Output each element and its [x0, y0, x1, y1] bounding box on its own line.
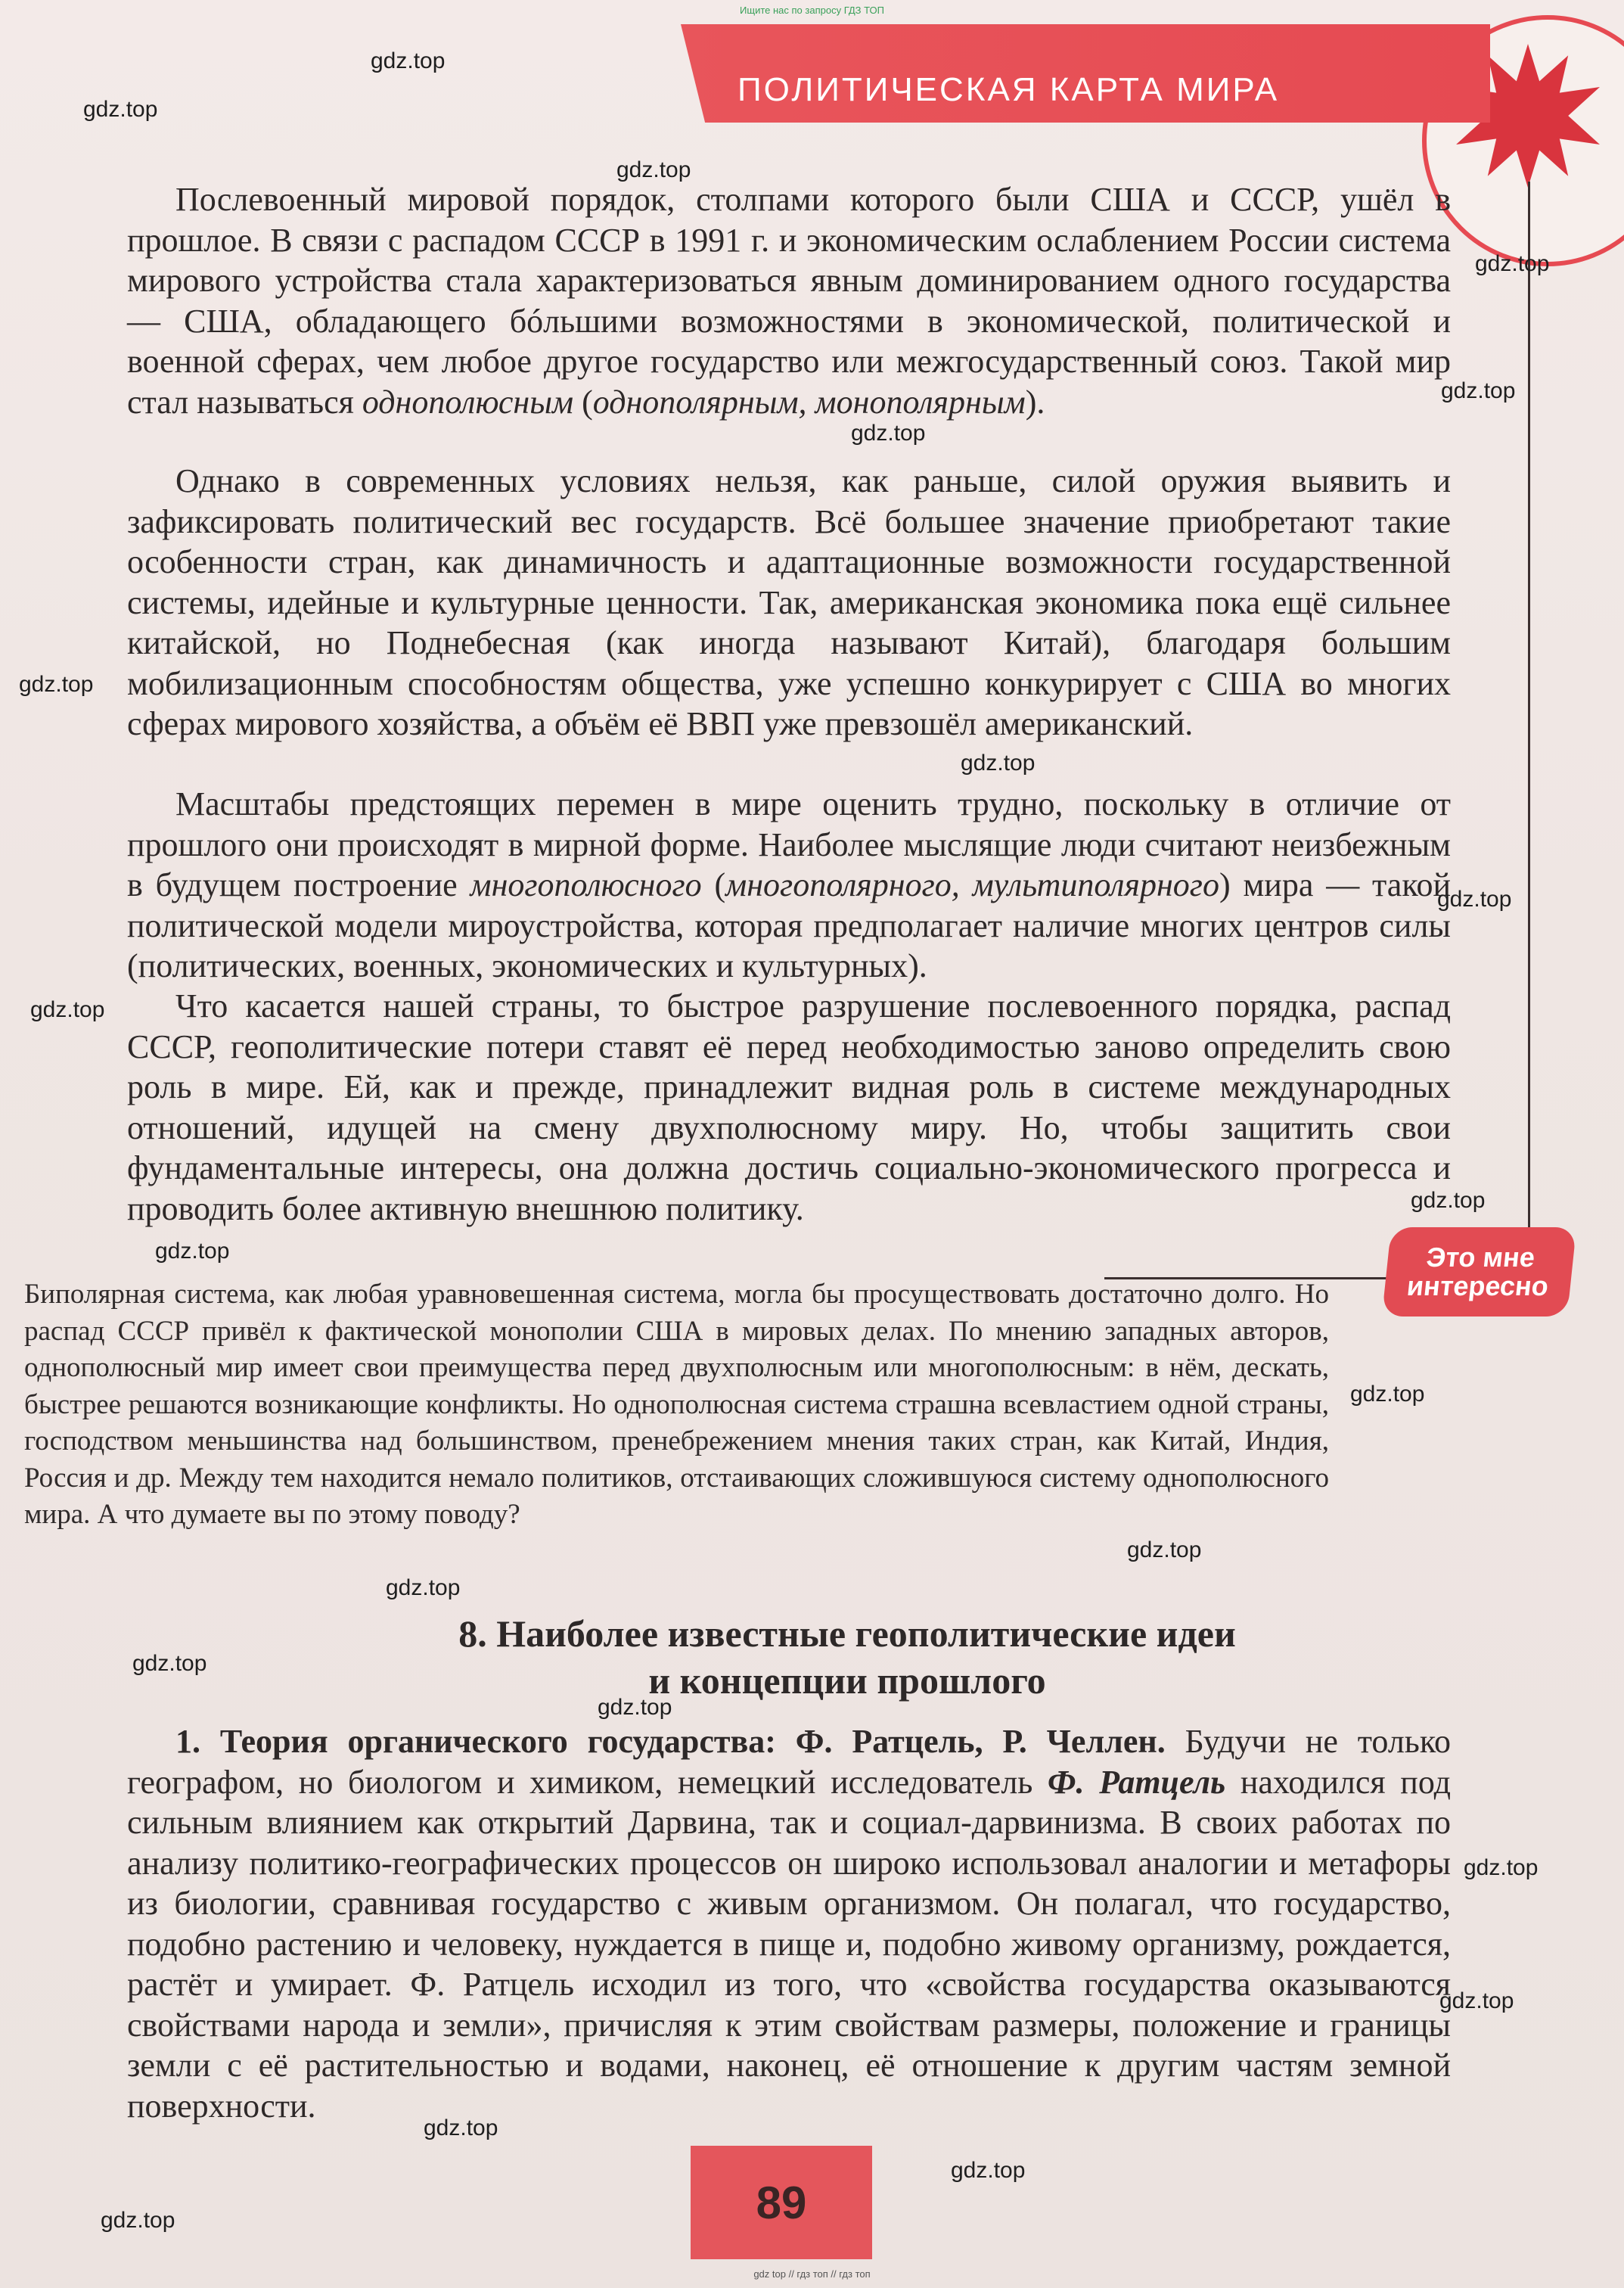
- paragraph-2: Однако в современных условиях нельзя, как раньше, силой оружия выявить и зафиксировать политический вес государств. Всё большее значение приобретают такие особенности стран, как динамичность и адаптационные возможности государственной системы, идейные и культурные ценности. Так, американская экономика пока ещё сильнее китайской, но Поднебесная (как иногда называют Китай), благодаря большим мобилизационным способностям общества, уже успешно конкурирует с США во многих сферах мирового хозяйства, а объём её ВВП уже превзошёл американский.: [127, 462, 1451, 742]
- interest-box-text: Биполярная система, как любая уравновешенная система, могла бы просуществовать достаточно долго. Но распад СССР привёл к фактической монополии США в мировых делах. По мнению западных авторов, однополюсный мир имеет свои преимущества перед двухполюсным или многополюсным: в нём, дескать, быстрее решаются возникающие конфликты. Но однополюсная система страшна всевластием одной страны, господством меньшинства над большинством, пренебрежением мнения таких стран, как Китай, Индия, Россия и др. Между тем находится немало политиков, отстаивающих сложившуюся систему однополюсного мира. А что думаете вы по этому поводу?: [24, 1279, 1329, 1530]
- watermark: gdz.top: [155, 1239, 230, 1264]
- watermark: gdz.top: [1475, 251, 1550, 276]
- bottom-note[interactable]: gdz top // гдз топ // гдз топ: [753, 2268, 871, 2280]
- subsection-title: 1. Теория органического государства: Ф. Ратцель, Р. Челлен.: [175, 1723, 1166, 1760]
- paragraph-3-text-b: (: [701, 866, 726, 903]
- paragraph-3: [127, 784, 1451, 987]
- watermark: gdz.top: [424, 2115, 498, 2140]
- page-number: 89: [756, 2177, 807, 2228]
- watermark: gdz.top: [1437, 887, 1512, 912]
- paragraph-4: Что касается нашей страны, то быстрое разрушение послевоенного порядка, распад СССР, геополитические потери ставят её перед необходимостью заново определить свою роль в мире. Ей, как и прежде, принадлежит видная роль в системе международных отношений, идущей на смену двухполюсному миру. Но, чтобы защитить свои фундаментальные интересы, она должна достичь социально-экономического прогресса и проводить более активную внешнюю политику.: [127, 987, 1451, 1227]
- watermark: gdz.top: [1464, 1855, 1539, 1880]
- watermark: gdz.top: [371, 48, 446, 73]
- watermark: gdz.top: [30, 997, 105, 1022]
- term-unipolar-synonyms: однополярным, монополярным: [592, 383, 1026, 421]
- section-heading-line-2: и концепции прошлого: [648, 1659, 1046, 1702]
- watermark: gdz.top: [386, 1575, 461, 1600]
- watermark: gdz.top: [851, 421, 926, 446]
- watermark: gdz.top: [1350, 1382, 1425, 1407]
- top-note[interactable]: Ищите нас по запросу ГДЗ ТОП: [740, 5, 884, 16]
- watermark: gdz.top: [1127, 1537, 1202, 1562]
- page-header-title: ПОЛИТИЧЕСКАЯ КАРТА МИРА: [737, 71, 1280, 108]
- watermark: gdz.top: [132, 1651, 207, 1676]
- paragraph-1: [127, 179, 1451, 422]
- paragraph-5: [127, 1721, 1451, 2126]
- paragraph-1-text-c: ).: [1025, 383, 1045, 421]
- section-heading: [242, 1610, 1452, 1704]
- paragraph-1-text-b: (: [573, 383, 593, 421]
- paragraph-5-text-a: Будучи не только географом, но биологом и химиком, немецкий исследователь: [127, 1723, 1451, 1801]
- watermark: gdz.top: [1439, 1988, 1514, 2013]
- watermark: gdz.top: [1441, 378, 1516, 403]
- paragraph-1-text: Послевоенный мировой порядок, столпами которого были США и СССР, ушёл в прошлое. В связи с распадом СССР в 1991 г. и экономическим ослаблением России система мирового устройства стала характеризоваться явным доминированием одного государства — США, обладающего бóльшими возможностями в экономической, политической и военной сферах, чем любое другое государство или межгосударственный союз. Такой мир стал называться: [127, 181, 1451, 421]
- term-multipolar: многополюсного: [470, 866, 702, 903]
- watermark: gdz.top: [1411, 1188, 1486, 1213]
- person-name-ratzel: Ф. Ратцель: [1048, 1763, 1226, 1801]
- term-unipolar: однополюсным: [362, 383, 574, 421]
- side-rule: [1528, 182, 1530, 1271]
- watermark: gdz.top: [951, 2158, 1026, 2183]
- watermark: gdz.top: [598, 1695, 672, 1720]
- section-heading-line-1: 8. Наиболее известные геополитические идеи: [458, 1612, 1236, 1655]
- term-multipolar-synonyms: многополярного, мультиполярного: [725, 866, 1219, 903]
- watermark: gdz.top: [101, 2208, 175, 2233]
- paragraph-3-text: Масштабы предстоящих перемен в мире оценить трудно, поскольку в отличие от прошлого они происходят в мирной форме. Наиболее мыслящие люди считают неизбежным в будущем построение: [127, 785, 1451, 903]
- page-number-box: [691, 2146, 872, 2259]
- paragraph-3-text-c: ) мира — такой политической модели мироустройства, которая предполагает наличие многих центров силы (политических, военных, экономических и культурных).: [127, 866, 1452, 984]
- interest-badge: [1382, 1227, 1576, 1317]
- interest-badge-line-1: Это мне: [1424, 1242, 1537, 1273]
- watermark: gdz.top: [616, 157, 691, 182]
- paragraph-5-text-b: находился под сильным влиянием как открытий Дарвина, так и социал-дарвинизма. В своих работах по анализу политико-географических процессов он широко использовал аналогии и метафоры из биологии, сравнивая государство с живым организмом. Он полагал, что государство, подобно растению и человеку, нуждается в пище и, подобно живому организму, рождается, растёт и умирает. Ф. Ратцель исходил из того, что «свойства государства оказываются свойствами народа и земли», причисляя к этим свойствам размеры, положение и границы земли с её растительностью и водами, наконец, её отношение к другим частям земной поверхности.: [127, 1763, 1451, 2125]
- watermark: gdz.top: [19, 672, 94, 697]
- interest-badge-line-2: интересно: [1405, 1270, 1551, 1301]
- watermark: gdz.top: [83, 97, 158, 122]
- watermark: gdz.top: [961, 751, 1036, 776]
